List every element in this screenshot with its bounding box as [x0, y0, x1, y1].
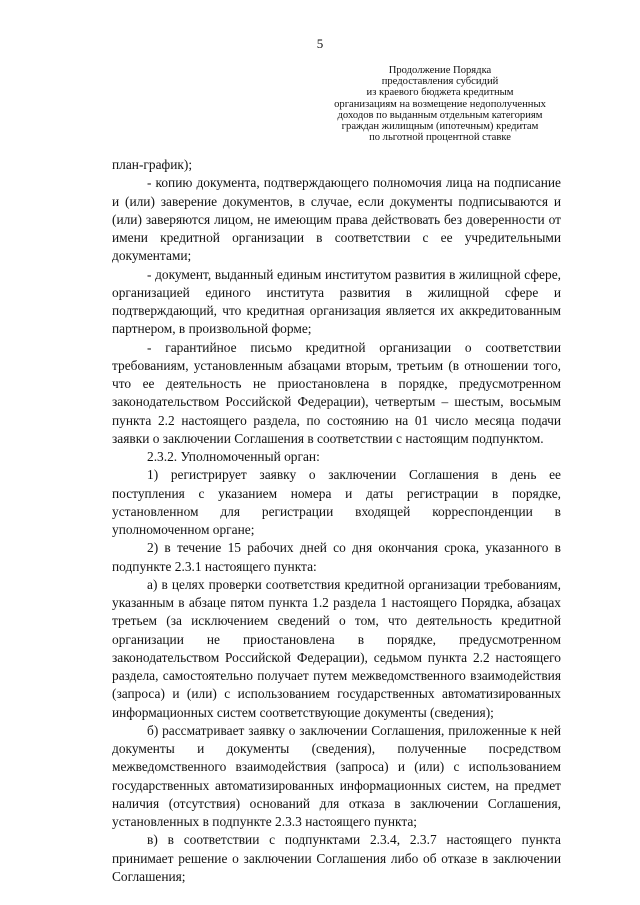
body-paragraph: 2) в течение 15 рабочих дней со дня окончания срока, указанного в подпункте 2.3.1 настоящего пункта: — [112, 540, 561, 574]
body-paragraph: - копию документа, подтверждающего полномочия лица на подписание и (или) заверение документов, в случае, если документы подписываются и (или) заверяются лицом, не имеющим права действовать без доверенности от имени кредитной организации в соответствии с ее учредительными документами; — [112, 175, 561, 264]
body-paragraph: 1) регистрирует заявку о заключении Соглашения в день ее поступления с указанием номера и даты регистрации в порядке, установленном для регистрации входящей корреспонденции в уполномоченном органе; — [112, 467, 561, 537]
header-line: организациям на возмещение недополученных — [334, 98, 546, 110]
body-paragraph: план-график); — [112, 157, 193, 172]
page-number: 5 — [316, 36, 324, 51]
header-line: доходов по выданным отдельным категориям — [337, 109, 543, 121]
body-paragraph: в) в соответствии с подпунктами 2.3.4, 2.3.7 настоящего пункта принимает решение о заключении Соглашения либо об отказе в заключении Соглашения; — [112, 832, 561, 884]
document-body — [112, 156, 561, 886]
header-line: граждан жилищным (ипотечным) кредитам — [341, 121, 539, 133]
body-paragraph: б) рассматривает заявку о заключении Соглашения, приложенные к ней документы и документы (сведения), полученные посредством межведомственного взаимодействия (запроса) и (или) с использованием государственных автоматизированных информационных систем, на предмет наличия (отсутствия) оснований для отказа в заключении Соглашения, установленных в подпункте 2.3.3 настоящего пункта; — [112, 722, 561, 829]
body-paragraph: а) в целях проверки соответствия кредитной организации требованиям, указанным в абзаце пятом пункта 1.2 раздела 1 настоящего Порядка, абзацах третьем (за исключением сведений о том, что деятельность кредитной организации не приостановлена в порядке, предусмотренном законодательством Российской Федерации), седьмом пункта 2.2 настоящего раздела, самостоятельно получает путем межведомственного взаимодействия (запроса) и (или) с использованием государственных автоматизированных информационных систем соответствующие документы (сведения); — [112, 576, 561, 720]
header-line: Продолжение Порядка — [388, 65, 492, 76]
header-line: из краевого бюджета кредитным — [366, 87, 514, 99]
document-header — [320, 65, 560, 143]
header-line: по льготной процентной ставке — [369, 132, 511, 144]
section-heading: 2.3.2. Уполномоченный орган: — [147, 449, 320, 464]
body-paragraph: - гарантийное письмо кредитной организации о соответствии требованиям, установленным абзацами вторым, третьим (в отношении того, что ее деятельность не приостановлена в порядке, предусмотренном законодательством Российской Федерации), четвертым – шестым, восьмым пункта 2.2 настоящего раздела, по состоянию на 01 число месяца подачи заявки о заключении Соглашения в соответствии с настоящим подпунктом. — [112, 339, 561, 446]
header-line: предоставления субсидий — [381, 76, 499, 88]
body-paragraph: - документ, выданный единым институтом развития в жилищной сфере, организацией единого института развития в жилищной сфере и подтверждающий, что кредитная организация является их аккредитованным партнером, в произвольной форме; — [112, 266, 561, 337]
